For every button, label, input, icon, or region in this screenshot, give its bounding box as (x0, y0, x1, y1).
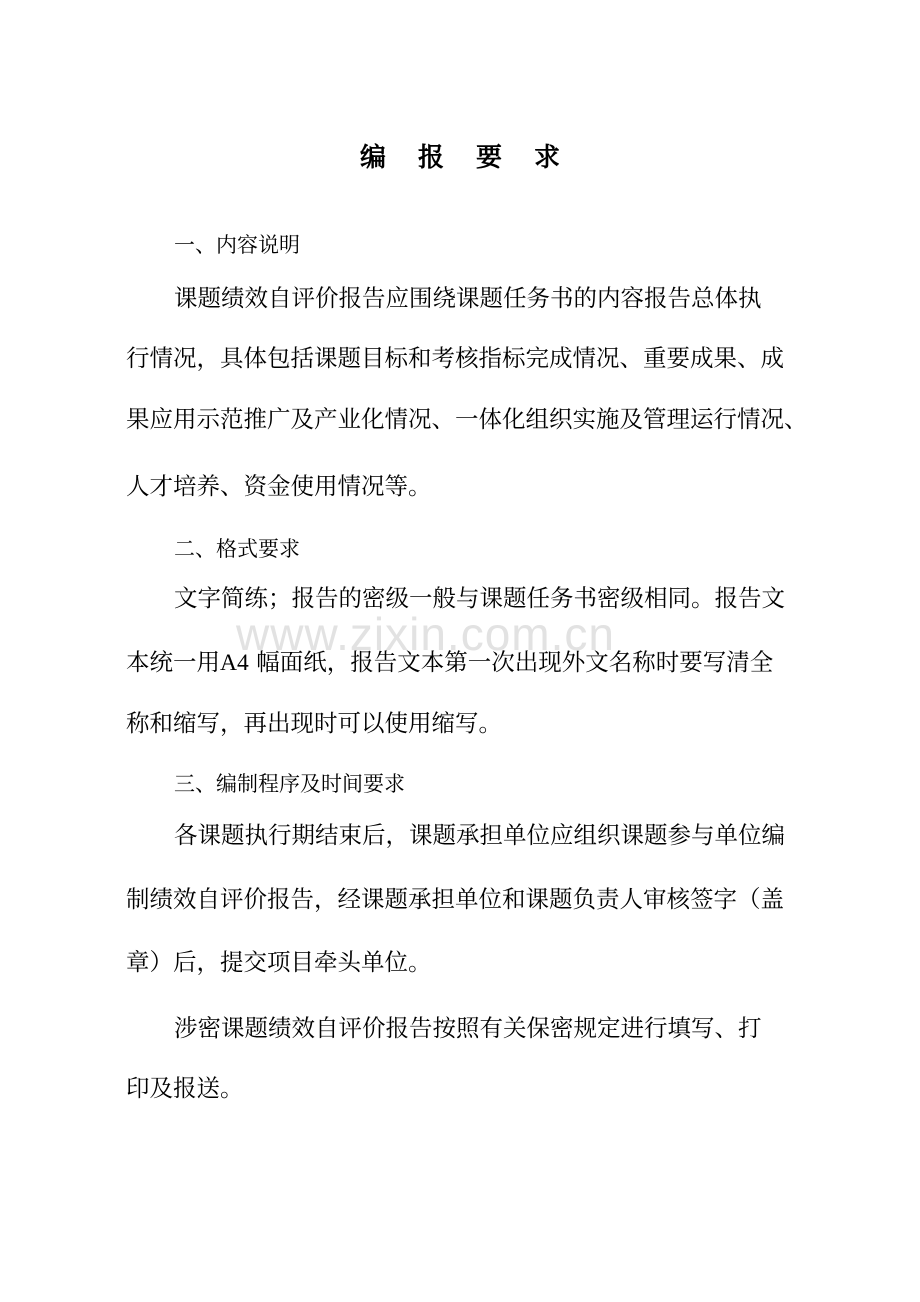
paragraph-line: 行情况，具体包括课题目标和考核指标完成情况、重要成果、成 (126, 344, 784, 372)
paragraph-line: 各课题执行期结束后，课题承担单位应组织课题参与单位编 (174, 821, 785, 849)
watermark: www.zixin.com.cn (236, 608, 615, 660)
paragraph-line: 果应用示范推广及产业化情况、一体化组织实施及管理运行情况、 (126, 405, 808, 433)
paragraph-line: 称和缩写，再出现时可以使用缩写。 (126, 709, 502, 737)
section-1-heading: 一、内容说明 (174, 233, 300, 257)
paragraph-line: 章）后，提交项目牵头单位。 (126, 948, 432, 976)
paragraph-line (126, 645, 773, 680)
paragraph-line: 人才培养、资金使用情况等。 (126, 472, 432, 500)
text-segment: 本统一用 (126, 648, 220, 676)
page-title (0, 138, 920, 178)
paragraph-line: 制绩效自评价报告，经课题承担单位和课题负责人审核签字（盖 (126, 885, 784, 913)
text-segment: 幅面纸，报告文本第一次出现外文名称时要写清全 (248, 648, 774, 676)
title-char: 要 (476, 143, 503, 173)
title-char: 求 (534, 143, 561, 173)
paragraph-line: 涉密课题绩效自评价报告按照有关保密规定进行填写、打 (174, 1014, 762, 1042)
title-char: 编 (359, 143, 386, 173)
section-3-heading: 三、编制程序及时间要求 (174, 772, 405, 796)
section-2-heading: 二、格式要求 (174, 537, 300, 561)
paragraph-line: 印及报送。 (126, 1074, 244, 1102)
text-segment: A4 (220, 650, 249, 676)
paragraph-line: 文字简练；报告的密级一般与课题任务书密级相同。报告文 (174, 584, 785, 612)
title-char: 报 (417, 143, 444, 173)
paragraph-line: 课题绩效自评价报告应围绕课题任务书的内容报告总体执 (174, 284, 762, 312)
